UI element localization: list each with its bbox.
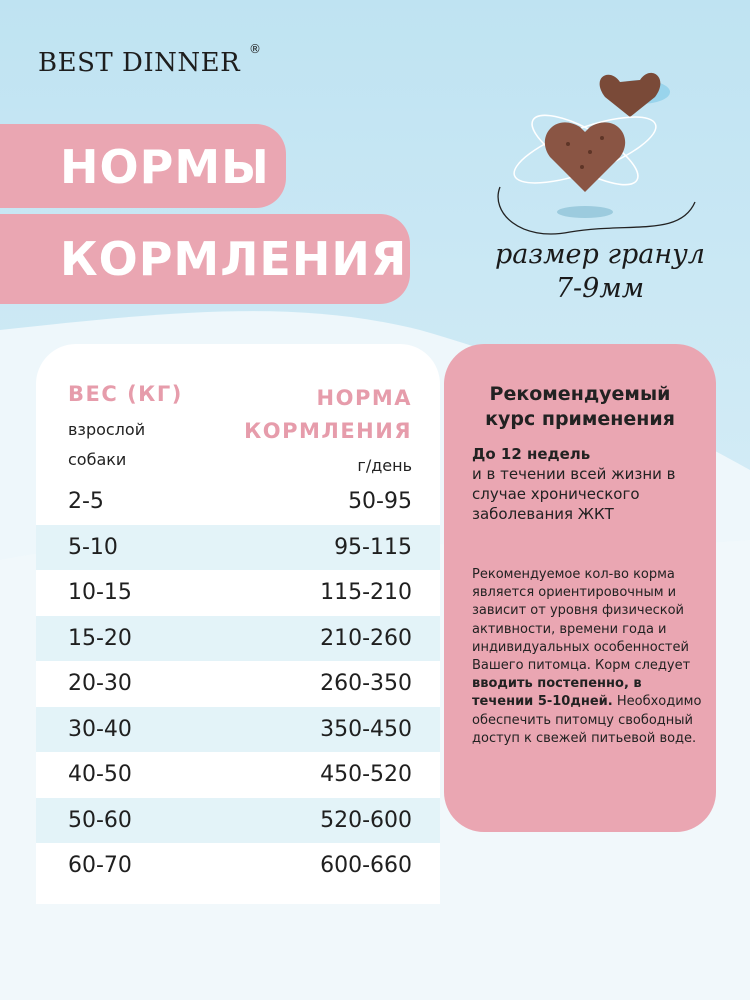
norm-cell: 50-95	[348, 489, 412, 515]
advice-end: Необходимо обеспечить питомцу свободный доступ к свежей питьевой воде.	[472, 694, 702, 746]
norm-column-header	[244, 382, 412, 448]
weight-cell: 50-60	[68, 807, 132, 833]
table-row	[36, 479, 440, 525]
advice-bold: вводить постепенно, в течении 5-10дней.	[472, 676, 642, 710]
norm-cell: 95-115	[334, 534, 412, 560]
course-duration-text	[472, 444, 702, 524]
table-row	[36, 570, 440, 616]
weight-cell: 5-10	[68, 534, 118, 560]
table-rows	[36, 479, 440, 889]
title-line-2: КОРМЛЕНИЯ	[60, 232, 408, 286]
norm-cell: 210-260	[320, 625, 412, 651]
kibble-size-label: размер гранул	[494, 239, 705, 270]
weight-sub-2: собаки	[68, 450, 127, 469]
norm-cell: 260-350	[320, 671, 412, 697]
norm-cell: 600-660	[320, 853, 412, 879]
title-line-1: НОРМЫ	[60, 140, 270, 194]
recommendation-title-line-2: курс применения	[485, 408, 675, 430]
title-banner-2	[0, 214, 410, 304]
weight-cell: 10-15	[68, 580, 132, 606]
recommendation-card	[444, 344, 716, 832]
weight-cell: 2-5	[68, 489, 104, 515]
weight-cell: 15-20	[68, 625, 132, 651]
weight-sub-1: взрослой	[68, 420, 146, 439]
recommendation-title	[444, 382, 716, 432]
registered-mark: ®	[249, 42, 261, 56]
norm-cell: 350-450	[320, 716, 412, 742]
norm-cell: 115-210	[320, 580, 412, 606]
table-row	[36, 525, 440, 571]
norm-header-line-1: НОРМА	[316, 386, 412, 410]
kibble-size-text	[480, 238, 720, 306]
table-row	[36, 798, 440, 844]
advice-start: Рекомендуемое кол-во корма является ориентировочным и зависит от уровня физической активности, времени года и индивидуальных особенностей Вашего питомца. Корм следует	[472, 567, 691, 674]
title-banner-1	[0, 124, 286, 208]
table-row	[36, 661, 440, 707]
kibble-size-value: 7-9мм	[555, 273, 645, 304]
norm-cell: 520-600	[320, 807, 412, 833]
course-duration-bold: До 12 недель	[472, 445, 591, 463]
table-row	[36, 707, 440, 753]
recommendation-title-line-1: Рекомендуемый	[489, 383, 671, 405]
brand-logo: BEST DINNER	[38, 48, 241, 78]
norm-cell: 450-520	[320, 762, 412, 788]
weight-cell: 20-30	[68, 671, 132, 697]
feeding-advice-text	[472, 566, 704, 748]
table-row	[36, 843, 440, 889]
weight-cell: 30-40	[68, 716, 132, 742]
table-row	[36, 752, 440, 798]
norm-unit: г/день	[357, 456, 412, 475]
table-row	[36, 616, 440, 662]
weight-cell: 60-70	[68, 853, 132, 879]
course-duration-rest: и в течении всей жизни в случае хронического заболевания ЖКТ	[472, 465, 676, 523]
kibble-illustration	[490, 62, 710, 262]
norm-header-line-2: КОРМЛЕНИЯ	[244, 419, 412, 443]
weight-cell: 40-50	[68, 762, 132, 788]
feeding-table	[36, 344, 440, 904]
weight-column-header: ВЕС (КГ)	[68, 382, 183, 406]
